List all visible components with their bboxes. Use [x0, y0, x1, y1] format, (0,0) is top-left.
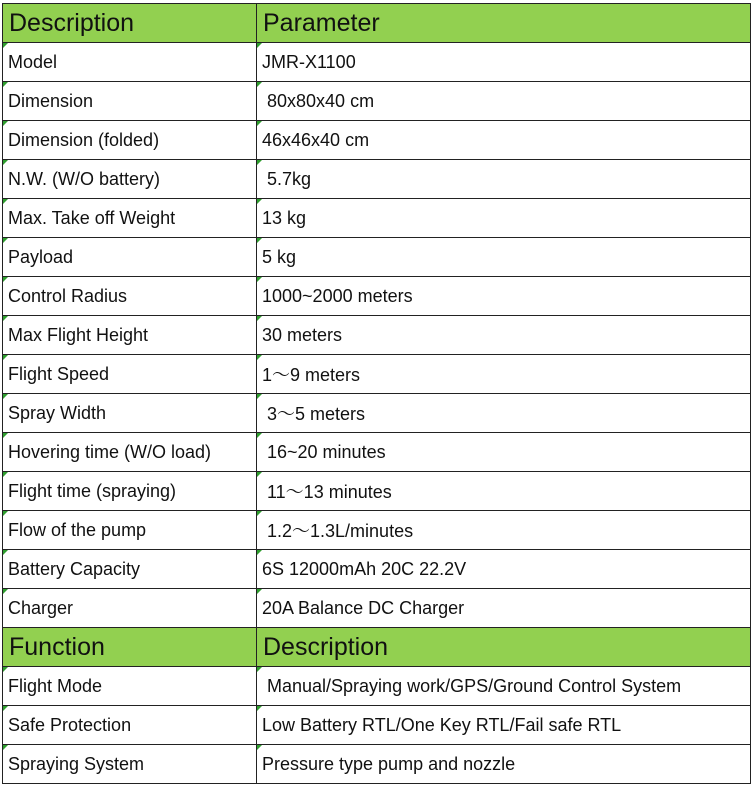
row-label: Dimension [3, 82, 257, 121]
row-value: 1.2〜1.3L/minutes [257, 511, 751, 550]
row-label: Flight time (spraying) [3, 472, 257, 511]
row-value: Manual/Spraying work/GPS/Ground Control System [257, 667, 751, 706]
row-value: 11〜13 minutes [257, 472, 751, 511]
row-label: Flight Mode [3, 667, 257, 706]
table-row [3, 433, 751, 472]
row-label: Spraying System [3, 745, 257, 784]
row-value: 1000~2000 meters [257, 277, 751, 316]
table-row [3, 160, 751, 199]
row-value: 5 kg [257, 238, 751, 277]
table-row [3, 394, 751, 433]
row-label: N.W. (W/O battery) [3, 160, 257, 199]
row-label: Payload [3, 238, 257, 277]
header-description: Description [257, 628, 751, 667]
row-label: Battery Capacity [3, 550, 257, 589]
header-function: Function [3, 628, 257, 667]
table-row [3, 667, 751, 706]
header-description: Description [3, 4, 257, 43]
row-label: Control Radius [3, 277, 257, 316]
row-label: Charger [3, 589, 257, 628]
row-value: 16~20 minutes [257, 433, 751, 472]
row-label: Safe Protection [3, 706, 257, 745]
row-value: 13 kg [257, 199, 751, 238]
row-value: 6S 12000mAh 20C 22.2V [257, 550, 751, 589]
header-row-parameters [3, 4, 751, 43]
table-row [3, 277, 751, 316]
table-row [3, 550, 751, 589]
row-value: 46x46x40 cm [257, 121, 751, 160]
row-label: Max. Take off Weight [3, 199, 257, 238]
table-row [3, 589, 751, 628]
table-row [3, 472, 751, 511]
table-row [3, 706, 751, 745]
table-row [3, 238, 751, 277]
row-label: Hovering time (W/O load) [3, 433, 257, 472]
table-row [3, 121, 751, 160]
row-label: Spray Width [3, 394, 257, 433]
row-value: 30 meters [257, 316, 751, 355]
header-parameter: Parameter [257, 4, 751, 43]
table-row [3, 43, 751, 82]
row-value: 3〜5 meters [257, 394, 751, 433]
table-row [3, 316, 751, 355]
table-row [3, 511, 751, 550]
table-row [3, 745, 751, 784]
row-label: Flight Speed [3, 355, 257, 394]
row-label: Model [3, 43, 257, 82]
row-label: Dimension (folded) [3, 121, 257, 160]
spec-table [2, 3, 751, 784]
row-value: 5.7kg [257, 160, 751, 199]
table-row [3, 355, 751, 394]
row-value: 1〜9 meters [257, 355, 751, 394]
row-label: Max Flight Height [3, 316, 257, 355]
table-row [3, 82, 751, 121]
row-value: JMR-X1100 [257, 43, 751, 82]
row-label: Flow of the pump [3, 511, 257, 550]
row-value: Low Battery RTL/One Key RTL/Fail safe RTL [257, 706, 751, 745]
header-row-functions [3, 628, 751, 667]
row-value: 80x80x40 cm [257, 82, 751, 121]
row-value: Pressure type pump and nozzle [257, 745, 751, 784]
table-row [3, 199, 751, 238]
row-value: 20A Balance DC Charger [257, 589, 751, 628]
